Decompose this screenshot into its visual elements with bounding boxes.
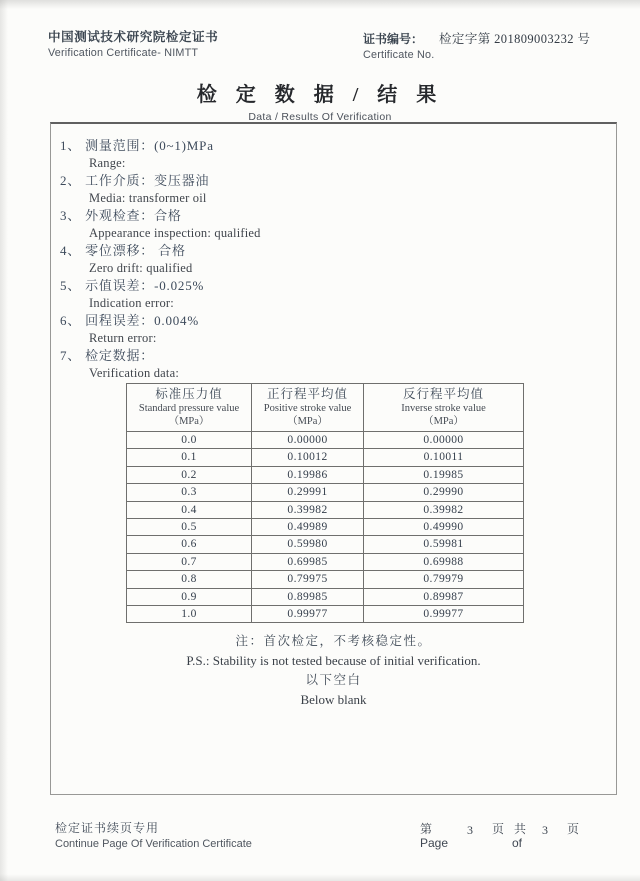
table-cell: 1.0 [127, 606, 252, 623]
table-cell: 0.69985 [252, 553, 364, 570]
table-row [127, 449, 524, 466]
list-item: 5、 示值误差：-0.025% Indication error: [60, 278, 205, 310]
scan-edge-left [0, 0, 8, 881]
current-page-number: 3 [467, 823, 473, 837]
table-cell: 0.9 [127, 588, 252, 605]
table-cell: 0.79975 [252, 571, 364, 588]
table-row [127, 606, 524, 623]
table-cell: 0.39982 [252, 501, 364, 518]
table-row [127, 536, 524, 553]
table-cell: 0.29990 [364, 484, 524, 501]
column-header: 标准压力值 Standard pressure value （MPa） [127, 384, 252, 432]
table-head-row [127, 384, 524, 432]
list-item: 3、 外观检查：合格 Appearance inspection: qualified [60, 208, 261, 240]
table-cell: 0.4 [127, 501, 252, 518]
footer-ye2-cn: 页 [567, 822, 580, 836]
footer-left-cn: 检定证书续页专用 [55, 821, 160, 835]
org-title-en: Verification Certificate- NIMTT [48, 47, 199, 59]
table-cell: 0.29991 [252, 484, 364, 501]
footer-gong-cn: 共 [514, 822, 527, 836]
list-item: 2、 工作介质：变压器油 Media: transformer oil [60, 173, 210, 205]
below-blank-en: Below blank [300, 692, 367, 707]
header-org-block [48, 27, 218, 59]
table-cell: 0.8 [127, 571, 252, 588]
table-row [127, 484, 524, 501]
table-row [127, 519, 524, 536]
note-en: P.S.: Stability is not tested because of initial verification. [186, 653, 481, 668]
footer-left-en: Continue Page Of Verification Certificate [55, 838, 252, 850]
content-frame [50, 122, 617, 795]
table-row [127, 466, 524, 483]
table-cell: 0.89985 [252, 588, 364, 605]
table-cell: 0.2 [127, 466, 252, 483]
table-cell: 0.10011 [364, 449, 524, 466]
notes-block [51, 631, 616, 709]
table-row [127, 571, 524, 588]
table-cell: 0.99977 [252, 606, 364, 623]
table-cell: 0.00000 [252, 432, 364, 449]
footer-page-block [420, 820, 590, 856]
footer-of-en: of [512, 836, 523, 850]
header-certno-block [363, 29, 590, 61]
table-cell: 0.19985 [364, 466, 524, 483]
certno-label-en: Certificate No. [363, 49, 435, 61]
item-list [60, 137, 261, 382]
certno-value: 检定字第 201809003232 号 [439, 32, 591, 46]
verification-data-table [126, 383, 524, 623]
table-cell: 0.39982 [364, 501, 524, 518]
footer-left-block [55, 819, 252, 850]
table-cell: 0.5 [127, 519, 252, 536]
footer-ye-cn: 页 [492, 822, 505, 836]
table-cell: 0.1 [127, 449, 252, 466]
table-cell: 0.79979 [364, 571, 524, 588]
table-row [127, 553, 524, 570]
scan-edge-bottom [0, 874, 640, 881]
table-cell: 0.6 [127, 536, 252, 553]
certno-label-cn: 证书编号： [363, 32, 424, 46]
table-cell: 0.69988 [364, 553, 524, 570]
table-cell: 0.7 [127, 553, 252, 570]
below-blank-cn: 以下空白 [305, 673, 362, 687]
column-header: 正行程平均值 Positive stroke value （MPa） [252, 384, 364, 432]
table-cell: 0.49989 [252, 519, 364, 536]
table-body [127, 432, 524, 623]
table-cell: 0.19986 [252, 466, 364, 483]
scan-edge-top [0, 0, 640, 9]
table-cell: 0.3 [127, 484, 252, 501]
list-item: 1、 测量范围：(0~1)MPa Range: [60, 138, 214, 170]
page-title-block [0, 78, 640, 123]
total-page-number: 3 [542, 823, 548, 837]
list-item: 6、 回程误差：0.004% Return error: [60, 313, 199, 345]
table-row [127, 501, 524, 518]
footer-page-en: Page [420, 836, 449, 850]
table-cell: 0.49990 [364, 519, 524, 536]
org-title-cn: 中国测试技术研究院检定证书 [48, 30, 219, 44]
table-cell: 0.59980 [252, 536, 364, 553]
table-cell: 0.10012 [252, 449, 364, 466]
note-cn: 注：首次检定，不考核稳定性。 [235, 634, 432, 648]
table-cell: 0.0 [127, 432, 252, 449]
list-item: 4、 零位漂移： 合格 Zero drift: qualified [60, 243, 193, 275]
page-title-en: Data / Results Of Verification [248, 111, 392, 123]
table-cell: 0.89987 [364, 588, 524, 605]
table-row [127, 588, 524, 605]
table-cell: 0.00000 [364, 432, 524, 449]
list-item: 7、 检定数据： Verification data: [60, 348, 180, 380]
footer-page-cn: 第 [420, 822, 433, 836]
table-cell: 0.99977 [364, 606, 524, 623]
table-row [127, 432, 524, 449]
page-title-cn: 检 定 数 据 / 结 果 [196, 84, 444, 106]
column-header: 反行程平均值 Inverse stroke value （MPa） [364, 384, 524, 432]
table-cell: 0.59981 [364, 536, 524, 553]
